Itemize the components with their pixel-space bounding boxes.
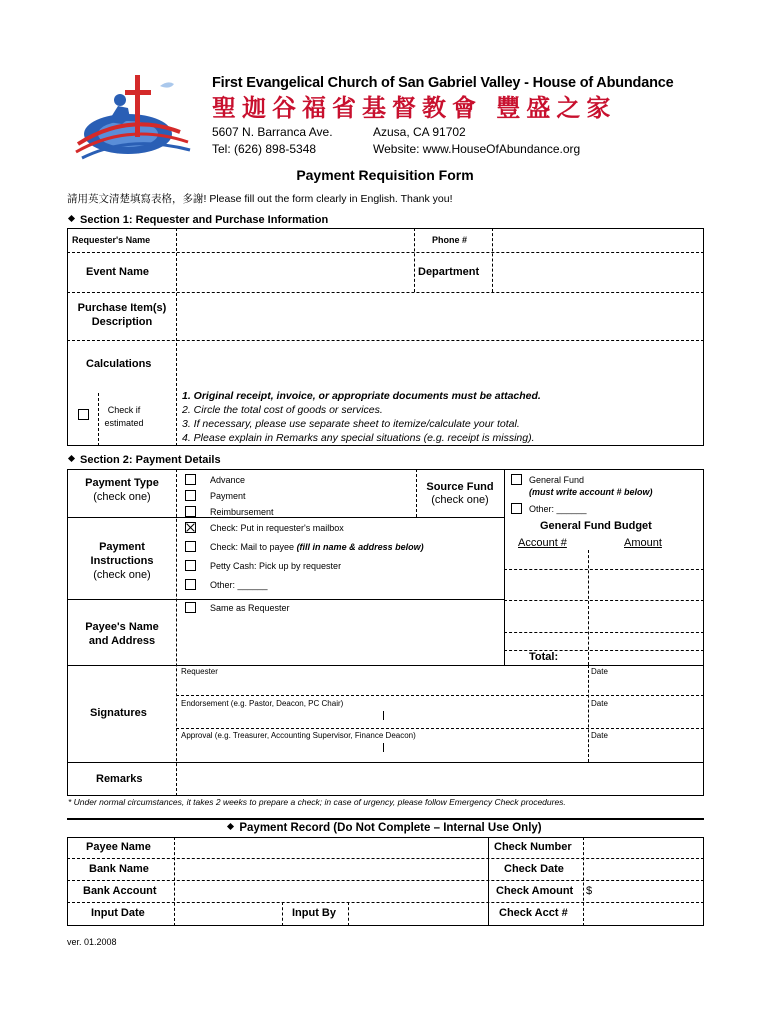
check-if-line2: estimated [104, 418, 144, 428]
signatures-label: Signatures [90, 707, 147, 719]
other-fund-checkbox[interactable] [511, 503, 522, 514]
sig-approval-date-label: Date [591, 731, 608, 740]
reimbursement-checkbox[interactable] [185, 506, 196, 517]
diamond-icon [68, 215, 75, 222]
mail-note: (fill in name & address below) [296, 542, 424, 552]
total-label: Total: [529, 651, 559, 663]
petty-cash-label: Petty Cash: Pick up by requester [210, 561, 342, 571]
record-bank-account-field[interactable] [176, 882, 486, 901]
record-check-amount-field[interactable] [596, 882, 702, 901]
payment-checkbox[interactable] [185, 490, 196, 501]
church-name-chinese: 聖迦谷福省基督教會 豐盛之家 [212, 93, 617, 122]
advance-checkbox[interactable] [185, 474, 196, 485]
department-field[interactable] [494, 254, 702, 291]
record-heading-text: Payment Record (Do Not Complete – Internal Use Only) [239, 822, 542, 834]
footnote: * Under normal circumstances, it takes 2 weeks to prepare a check; in case of urgency, please follow Emergency Check procedures. [68, 797, 566, 807]
note-1: 1. Original receipt, invoice, or appropriate documents must be attached. [182, 390, 541, 402]
event-name-label: Event Name [86, 266, 149, 278]
record-input-date-field[interactable] [176, 904, 281, 925]
other-instruction-checkbox[interactable] [185, 579, 196, 590]
same-as-requester-checkbox[interactable] [185, 602, 196, 613]
record-input-by-label: Input By [292, 907, 336, 919]
instruction-text: 請用英文清楚填寫表格，多謝! Please fill out the form clearly in English. Thank you! [67, 193, 453, 205]
check-mail-payee-label [210, 543, 424, 552]
diamond-icon [227, 823, 234, 830]
payee-label [67, 620, 177, 648]
record-dollar-sign: $ [586, 885, 593, 897]
church-name: First Evangelical Church of San Gabriel Valley - House of Abundance [212, 75, 674, 91]
account-column-header: Account # [518, 537, 567, 549]
sig-endorsement-date-label: Date [591, 699, 608, 708]
budget-title: General Fund Budget [540, 520, 652, 532]
check-mailbox-label: Check: Put in requester's mailbox [210, 523, 344, 533]
purchase-items-label-line2: Description [91, 316, 153, 328]
requester-signature-field[interactable] [178, 678, 586, 694]
other-instruction-label: Other: ______ [210, 580, 268, 590]
source-fund-label-line1: Source Fund [426, 481, 494, 493]
purchase-items-label-line1: Purchase Item(s) [77, 302, 167, 314]
section2-heading [69, 455, 221, 466]
same-as-requester-label: Same as Requester [210, 603, 290, 613]
payment-instructions-line3: (check one) [93, 569, 151, 581]
check-mail-payee-checkbox[interactable] [185, 541, 196, 552]
payment-type-label [67, 476, 177, 504]
church-phone: Tel: (626) 898-5348 [212, 142, 317, 156]
form-title: Payment Requisition Form [296, 167, 474, 183]
approval-signature-field[interactable] [178, 742, 586, 761]
section2-heading-text: Section 2: Payment Details [80, 454, 221, 466]
sig-requester-date-label: Date [591, 667, 608, 676]
record-check-number-label: Check Number [494, 841, 572, 853]
check-if-estimated-label [100, 404, 148, 430]
record-bank-account-label: Bank Account [83, 885, 157, 897]
payment-type-label-line2: (check one) [93, 491, 151, 503]
record-check-acct-field[interactable] [585, 904, 702, 925]
check-mailbox-checkbox[interactable] [185, 522, 196, 533]
calculations-field[interactable] [178, 342, 702, 390]
record-heading [0, 823, 770, 835]
payment-instructions-line1: Payment [99, 541, 145, 553]
church-city: Azusa, CA 91702 [373, 125, 466, 139]
department-label: Department [418, 266, 480, 278]
section1-heading-text: Section 1: Requester and Purchase Information [80, 214, 329, 226]
purchase-items-label [67, 301, 177, 329]
phone-label: Phone # [432, 235, 468, 245]
reimbursement-label: Reimbursement [210, 507, 274, 517]
record-check-date-field[interactable] [585, 860, 702, 879]
budget-row-3[interactable] [506, 602, 702, 631]
sig-requester-label: Requester [181, 667, 218, 676]
general-fund-checkbox[interactable] [511, 474, 522, 485]
requester-name-label: Requester's Name [72, 235, 151, 245]
church-address: 5607 N. Barranca Ave. [212, 125, 333, 139]
estimated-checkbox[interactable] [78, 409, 89, 420]
note-4: 4. Please explain in Remarks any special situations (e.g. receipt is missing). [182, 432, 535, 444]
record-input-date-label: Input Date [91, 907, 145, 919]
source-fund-label [416, 481, 504, 507]
calculations-label: Calculations [86, 358, 152, 370]
version-label: ver. 01.2008 [67, 937, 117, 947]
other-fund-label: Other: ______ [529, 504, 587, 514]
record-check-acct-label: Check Acct # [499, 907, 568, 919]
source-fund-label-line2: (check one) [431, 494, 489, 506]
amount-column-header: Amount [624, 537, 662, 549]
payee-label-line1: Payee's Name [85, 621, 159, 633]
remarks-label: Remarks [96, 773, 143, 785]
note-3: 3. If necessary, please use separate sheet to itemize/calculate your total. [182, 418, 520, 430]
payment-label: Payment [210, 491, 246, 501]
payment-instructions-line2: Instructions [90, 555, 154, 567]
record-check-number-field[interactable] [585, 838, 702, 857]
endorsement-signature-field[interactable] [178, 710, 586, 727]
sig-endorsement-label: Endorsement (e.g. Pastor, Deacon, PC Chair) [181, 699, 344, 708]
section1-notes [182, 389, 541, 445]
church-logo [70, 72, 195, 162]
record-payee-name-field[interactable] [176, 838, 486, 857]
general-fund-label: General Fund [529, 475, 585, 485]
record-payee-name-label: Payee Name [86, 841, 151, 853]
budget-row-1[interactable] [506, 551, 702, 568]
record-bank-name-field[interactable] [176, 860, 486, 879]
record-check-amount-label: Check Amount [496, 885, 574, 897]
phone-field[interactable] [494, 229, 702, 251]
payee-label-line2: and Address [88, 635, 156, 647]
record-bank-name-label: Bank Name [89, 863, 149, 875]
note-2: 2. Circle the total cost of goods or services. [182, 404, 383, 416]
advance-label: Advance [210, 475, 246, 485]
record-input-by-field[interactable] [350, 904, 486, 925]
purchase-description-field[interactable] [178, 294, 702, 339]
petty-cash-checkbox[interactable] [185, 560, 196, 571]
payment-instructions-label [67, 540, 177, 582]
event-name-field[interactable] [178, 254, 413, 291]
payment-type-label-line1: Payment Type [85, 477, 159, 489]
check-mail-payee-text: Check: Mail to payee [210, 542, 295, 552]
diamond-icon [68, 455, 75, 462]
section1-heading [69, 215, 328, 226]
check-if-line1: Check if [107, 405, 141, 415]
sig-approval-label: Approval (e.g. Treasurer, Accounting Supervisor, Finance Deacon) [181, 731, 416, 740]
record-check-date-label: Check Date [504, 863, 564, 875]
general-fund-note: (must write account # below) [529, 487, 653, 497]
requester-name-field[interactable] [178, 229, 413, 251]
payee-address-field[interactable] [178, 617, 502, 663]
remarks-field[interactable] [178, 764, 702, 794]
church-website: Website: www.HouseOfAbundance.org [373, 142, 581, 156]
budget-row-2[interactable] [506, 571, 702, 599]
